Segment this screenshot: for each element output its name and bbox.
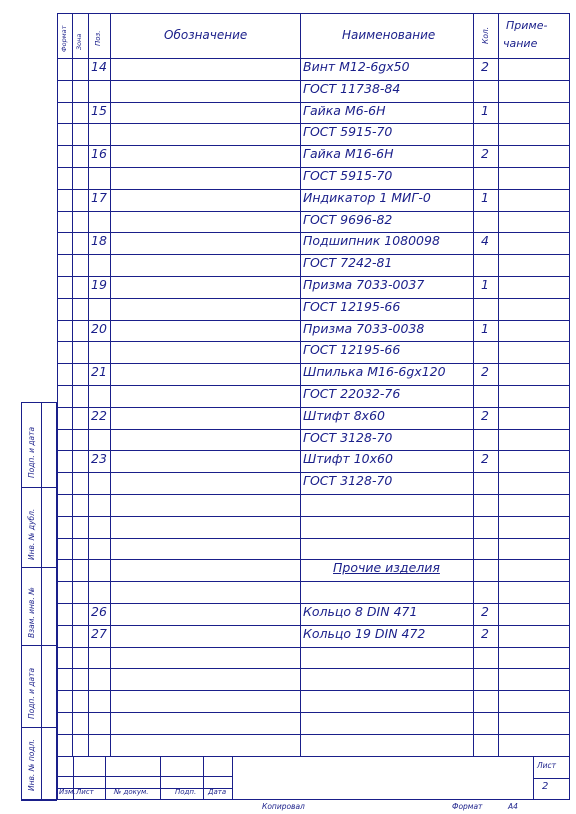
- side-label-dup-inv: Инв. № дубл.: [27, 508, 36, 560]
- row-pos: 20: [91, 320, 107, 336]
- row-name: ГОСТ 3128-70: [303, 429, 393, 445]
- row-qty: 2: [481, 625, 489, 641]
- row-qty: 1: [481, 277, 489, 292]
- row-qty: 1: [481, 320, 489, 336]
- title-block-column-line: [73, 756, 74, 800]
- row-name: ГОСТ 5915-70: [303, 168, 393, 183]
- row-pos: 16: [91, 146, 107, 162]
- header-format: Формат: [60, 25, 68, 52]
- row-qty: 1: [481, 102, 489, 118]
- tb-sheet-no: 2: [542, 781, 549, 792]
- table-row-line: [57, 232, 570, 233]
- table-row-line: [57, 603, 570, 604]
- header-name: Наименование: [342, 28, 436, 42]
- table-row-line: [57, 407, 570, 408]
- row-pos: 21: [91, 364, 107, 380]
- row-pos: 22: [91, 407, 107, 423]
- table-row-line: [57, 538, 570, 539]
- tb-sign: Подп.: [175, 788, 197, 796]
- table-row-line: [57, 625, 570, 626]
- row-qty: 2: [481, 407, 489, 423]
- table-row-line: [57, 145, 570, 146]
- table-row-line: [57, 494, 570, 495]
- binding-strip-row-line: [21, 402, 57, 403]
- binding-strip-row-line: [21, 727, 57, 728]
- section-title: Прочие изделия: [333, 560, 440, 576]
- side-label-orig-inv: Инв. № подл.: [27, 739, 36, 791]
- row-name: Винт М12-6gx50: [303, 59, 410, 74]
- tb-izm: Изм.: [59, 788, 76, 796]
- table-row-line: [57, 254, 570, 255]
- header-note-2: чание: [503, 37, 538, 50]
- row-name: Кольцо 8 DIN 471: [303, 604, 418, 619]
- title-block-row-line: [57, 788, 232, 789]
- table-row-line: [57, 581, 570, 582]
- title-block-column-line: [160, 756, 161, 800]
- row-name: Шпилька М16-6gx120: [303, 364, 446, 380]
- row-qty: 2: [481, 146, 489, 162]
- row-name: Подшипник 1080098: [303, 233, 440, 249]
- table-row-line: [57, 429, 570, 430]
- header-qty: Кол.: [481, 26, 490, 44]
- table-row-line: [57, 450, 570, 451]
- table-row-line: [57, 559, 570, 560]
- row-pos: 27: [91, 625, 107, 641]
- row-name: Штифт 10x60: [303, 451, 393, 467]
- table-row-line: [57, 472, 570, 473]
- row-pos: 19: [91, 277, 107, 292]
- row-qty: 4: [481, 233, 489, 249]
- table-row-line: [57, 734, 570, 735]
- table-row-line: [57, 167, 570, 168]
- row-qty: 1: [481, 189, 489, 205]
- table-row-line: [57, 211, 570, 212]
- title-block-column-line: [105, 756, 106, 800]
- row-name: Индикатор 1 МИГ-0: [303, 189, 431, 205]
- binding-strip-row-line: [21, 800, 57, 801]
- tb-doc-no: № докум.: [114, 788, 149, 796]
- title-block-column-line: [232, 756, 233, 800]
- binding-strip-row-line: [21, 487, 57, 488]
- table-row-line: [57, 668, 570, 669]
- header-note-1: Приме-: [506, 19, 548, 32]
- table-row-line: [57, 123, 570, 124]
- side-label-replace-inv: Взам. инв. №: [27, 587, 36, 638]
- row-name: ГОСТ 9696-82: [303, 211, 393, 227]
- table-row-line: [57, 516, 570, 517]
- footer-format-value: А4: [508, 802, 518, 811]
- table-row-line: [57, 712, 570, 713]
- row-qty: 2: [481, 451, 489, 467]
- row-pos: 18: [91, 233, 107, 249]
- table-row-line: [57, 189, 570, 190]
- row-pos: 23: [91, 451, 107, 467]
- tb-list: Лист: [76, 788, 94, 796]
- side-label-sign-date-2: Подп. и дата: [27, 667, 36, 719]
- row-pos: 17: [91, 189, 107, 205]
- row-name: Призма 7033-0037: [303, 277, 425, 292]
- table-row-line: [57, 341, 570, 342]
- header-zone: Зона: [75, 33, 83, 50]
- header-pos: Поз.: [94, 30, 102, 46]
- row-qty: 2: [481, 604, 489, 619]
- row-name: Штифт 8x60: [303, 407, 385, 423]
- row-name: ГОСТ 22032-76: [303, 386, 401, 401]
- table-row-line: [57, 102, 570, 103]
- binding-strip-row-line: [21, 567, 57, 568]
- footer-format: Формат: [452, 802, 483, 811]
- binding-strip-row-line: [21, 645, 57, 646]
- tb-sheet-label: Лист: [537, 761, 557, 770]
- row-name: ГОСТ 12195-66: [303, 298, 401, 314]
- row-name: ГОСТ 7242-81: [303, 255, 393, 271]
- row-pos: 14: [91, 59, 107, 74]
- row-name: Призма 7033-0038: [303, 320, 425, 336]
- header-separator: [57, 58, 570, 59]
- table-row-line: [57, 385, 570, 386]
- side-label-sign-date-1: Подп. и дата: [27, 426, 36, 478]
- table-row-line: [57, 80, 570, 81]
- binding-strip-column-line: [41, 402, 42, 800]
- row-name: Гайка М16-6Н: [303, 146, 394, 162]
- row-name: Кольцо 19 DIN 472: [303, 625, 426, 641]
- table-row-line: [57, 647, 570, 648]
- table-row-line: [57, 690, 570, 691]
- table-row-line: [57, 276, 570, 277]
- row-name: ГОСТ 11738-84: [303, 80, 401, 96]
- title-block-row-line: [57, 776, 232, 777]
- table-row-line: [57, 363, 570, 364]
- header-designation: Обозначение: [164, 28, 248, 42]
- row-pos: 15: [91, 102, 107, 118]
- tb-date: Дата: [208, 788, 227, 796]
- row-name: ГОСТ 5915-70: [303, 124, 393, 140]
- row-name: Гайка М6-6Н: [303, 102, 386, 118]
- row-qty: 2: [481, 59, 489, 74]
- table-row-line: [57, 298, 570, 299]
- footer-copied: Копировал: [262, 802, 305, 811]
- table-row-line: [57, 320, 570, 321]
- row-name: ГОСТ 12195-66: [303, 342, 401, 358]
- title-block-column-line: [203, 756, 204, 800]
- row-pos: 26: [91, 604, 107, 619]
- row-qty: 2: [481, 364, 489, 380]
- title-block-sheet-row-line: [533, 778, 570, 779]
- table-row-line: [57, 756, 570, 757]
- row-name: ГОСТ 3128-70: [303, 473, 393, 489]
